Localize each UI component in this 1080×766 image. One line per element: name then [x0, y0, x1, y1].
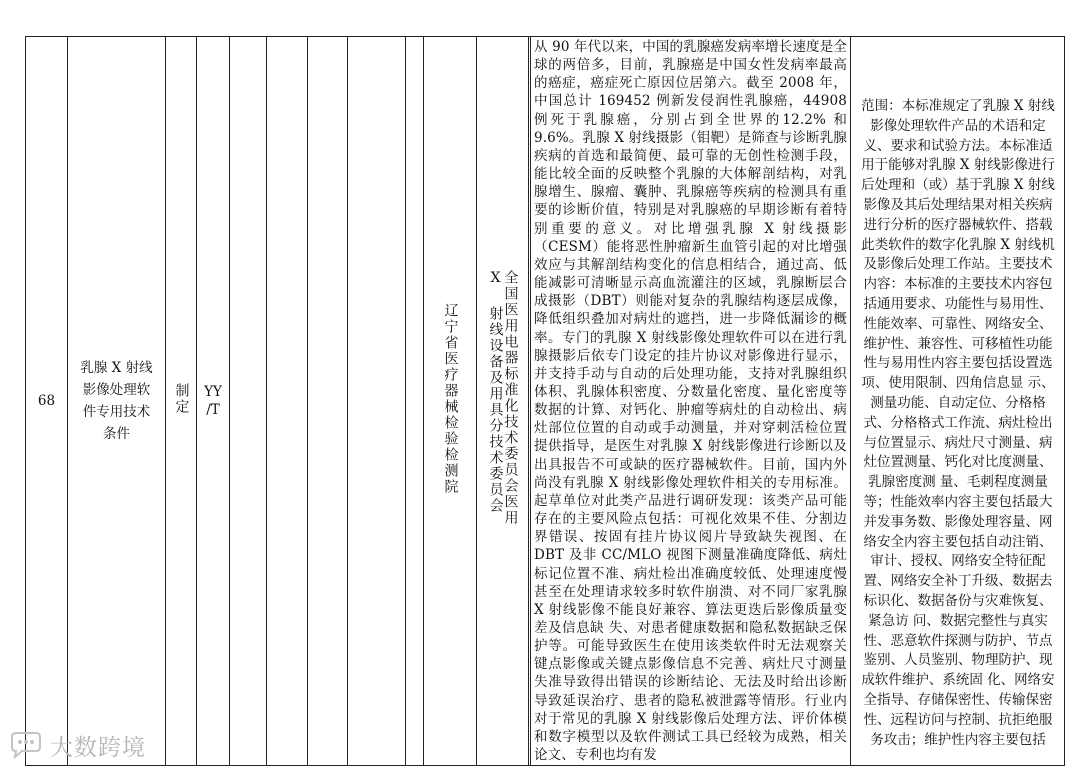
watermark-text: 大数跨境	[50, 734, 146, 761]
dept-cell	[424, 37, 477, 766]
technical-committee: 全国医用电器标准化技术委员会医用 X 射线设备及用具分技术委员会	[487, 270, 519, 527]
standard-level: YY /T	[204, 383, 222, 419]
scope-cell	[851, 37, 1065, 766]
chat-bubble-icon	[6, 731, 46, 759]
table-row	[26, 37, 1065, 766]
background-cell	[531, 37, 851, 766]
project-background: 从 90 年代以来，中国的乳腺癌发病率增长速度是全球的两倍多，目前，乳腺癌是中国女性发病率最高的癌症，癌症死亡原因位居第六。截至 2008 年，中国总计 169452 例新发侵润性乳腺癌，44908 例死于乳腺癌，分别占到全世界的12.2% 和 9.6%。乳腺 X 射线摄影（钼靶）是筛查与诊断乳腺疾病的首选和最简便、最可靠的无创性检测手段，能比较全面的反映整个乳腺的大体解剖结构，对乳腺增生、腺瘤、囊肿、乳腺癌等疾病的检测具有重要的诊断价值，特别是对乳腺癌的早期诊断有着特别重要的意义。对比增强乳腺 X 射线摄影（CESM）能将恶性肿瘤新生血管引起的对比增强效应与其解剖结构变化的信息相结合，通过高、低能减影可清晰显示高血流灌注的区域，乳腺断层合成摄影（DBT）则能对复杂的乳腺结构逐层成像，降低组织叠加对病灶的遮挡，进一步降低漏诊的概率。专门的乳腺 X 射线影像处理软件可以在进行乳腺摄影后依专门设定的挂片协议对影像进行显示， 并支持手动与自动的后处理功能，支持对乳腺组织体积、乳腺体积密度、分数量化密度、量化密度等数据的计算、对钙化、肿瘤等病灶的自动检出、病灶部位位置的自动或手动测量，并对穿刺活检位置提供指导，是医生对乳腺 X 射线影像进行诊断以及出具报告不可或缺的医疗器械软件。目前，国内外尚没有乳腺 X 射线影像处理软件相关的专用标准。起草单位对此类产品进行调研发现：该类产品可能存在的主要风险点包括：可视化效果不佳、分割边界错误、按固有挂片协议阅片导致缺失视图、在 DBT 及非 CC/MLO 视图下测量准确度降低、病灶标记位置不准、病灶检出准确度较低、处理速度慢甚至在处理请求较多时软件崩溃、对不同厂家乳腺 X 射线影像不能良好兼容、算法更迭后影像质量变差及信息缺 失、对患者健康数据和隐私数据缺乏保护等。可能导致医生在使用该类软件时无法观察关键点影像或关键点影像信息不完善、病灶尺寸测量失准导致得出错误的诊断结论、无法及时给出诊断导致延误治疗、患者的隐私被泄露等情形。行业内对于常见的乳腺 X 射线影像后处理方法、评价体模和数字模型以及软件测试工具已经较为成熟，相关论文、专利也均有发	[534, 39, 848, 764]
empty-cell	[230, 37, 267, 766]
empty-cell	[406, 37, 424, 766]
empty-cell	[348, 37, 406, 766]
seq-number: 68	[37, 393, 56, 410]
seq-cell	[26, 37, 68, 766]
project-type: 制定	[173, 382, 190, 415]
project-name: 乳腺 X 射线影像处理软件专用技术条件	[80, 360, 153, 443]
tc-cell	[477, 37, 529, 766]
project-name-cell	[68, 37, 166, 766]
empty-cell	[308, 37, 348, 766]
watermark	[6, 730, 146, 760]
type-cell	[166, 37, 197, 766]
scope-and-content: 范围：本标准规定了乳腺 X 射线影像处理软件产品的术语和定义、要求和试验方法。本标准适用于能够对乳腺 X 射线影像进行后处理和（或）基于乳腺 X 射线影像及其后处理结果对相关疾病进行分析的医疗器械软件、搭载此类软件的数字化乳腺 X 射线机及影像后处理工作站。主要技术内容：本标准的主要技术内容包括通用要求、功能性与易用性、性能效率、可靠性、网络安全、维护性、兼容性、可移植性功能性与易用性内容主要包括设置选项、使用限制、四角信息显 示、测量功能、自动定位、分格格 式、分格格式工作流、病灶检出与位置显示、病灶尺寸测量、病灶位置测量、钙化对比度测量、乳腺密度测 量、毛刺程度测量等；性能效率内容主要包括最大并发事务数、影像处理容量、网络安全内容主要包括自动注销、审计、授权、网络安全特征配 置、网络安全补丁升级、数据去标识化、数据备份与灾难恢复、紧急访 问、数据完整性与真实性、恶意软件探测与防护、节点鉴别、人员鉴别、物理防护、现成软件维护、系统固 化、网络安全指导、存储保密性、传输保密性、远程访问与控制、抗拒绝服务攻击；维护性内容主要包括	[861, 98, 1055, 748]
level-cell	[197, 37, 230, 766]
standards-plan-table	[25, 36, 1065, 766]
responsible-unit: 辽宁省医疗器械检验检测院	[442, 302, 459, 495]
empty-cell	[267, 37, 308, 766]
